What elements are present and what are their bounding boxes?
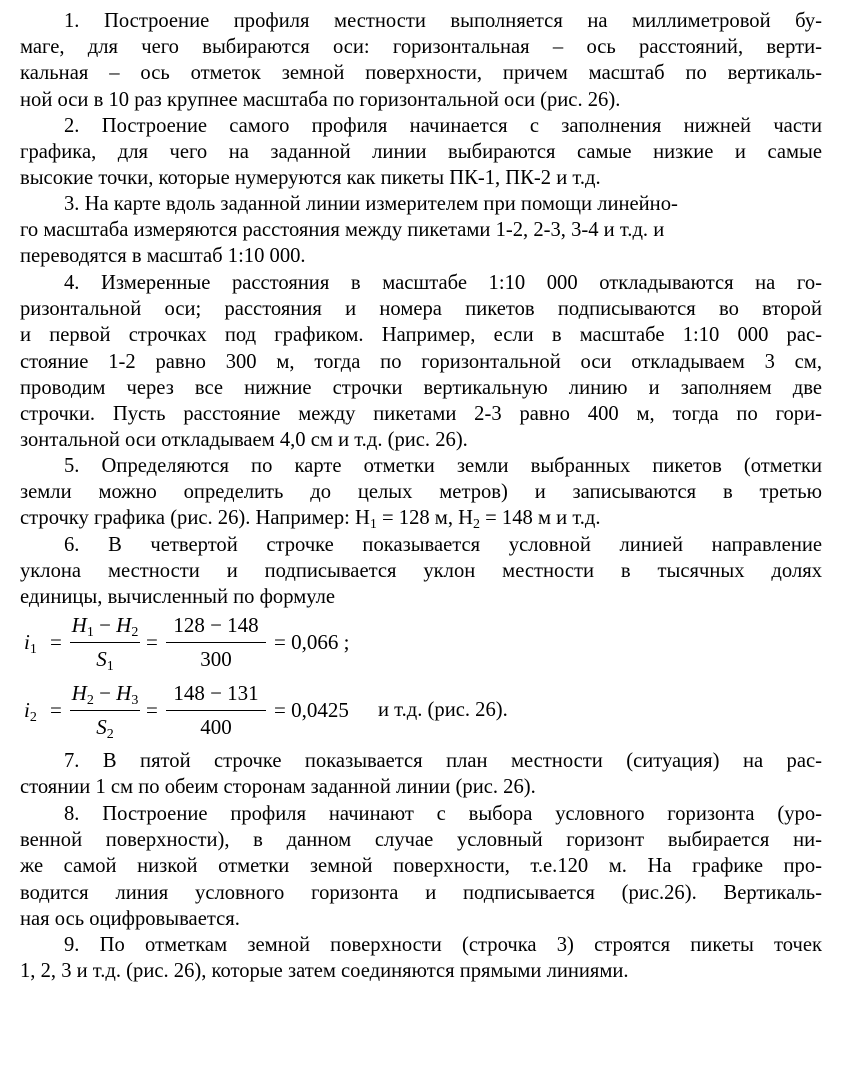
formula-result: = 0,0425 xyxy=(274,698,349,722)
fraction-numeric: 128 − 148 300 xyxy=(166,612,266,676)
text-line: маге, для чего выбираются оси: горизонтальная – ось расстояний, верти- xyxy=(20,36,822,59)
text-line: венной поверхности), в данном случае условный горизонт выбирается ни- xyxy=(20,829,822,852)
formula-lhs: $i_2$ xyxy=(24,698,37,725)
paragraph-7 xyxy=(20,748,822,800)
equals-sign: = xyxy=(146,630,158,654)
paragraph-5 xyxy=(20,453,822,532)
text-line-with-subscripts: строчку графика (рис. 26). Например: $Н_1 = 128$ м, $Н_2 = 148$ м и т.д. xyxy=(20,507,601,533)
fraction-symbolic: $H_1 - H_2$ $S_1$ xyxy=(71,613,139,674)
text-line: же самой низкой отметки земной поверхности, т.е.120 м. На графике про- xyxy=(20,855,822,878)
paragraph-3 xyxy=(20,191,822,270)
formula-slope-1 xyxy=(24,612,724,676)
text-line: кальная – ось отметок земной поверхности, причем масштаб по вертикаль- xyxy=(20,62,822,85)
formula-result: = 0,066 ; xyxy=(274,630,350,654)
text-line: 1, 2, 3 и т.д. (рис. 26), которые затем соединяются прямыми линиями. xyxy=(20,960,629,983)
text-line: ная ось оцифровывается. xyxy=(20,907,240,930)
text-line: строчки. Пусть расстояние между пикетами 2-3 равно 400 м, тогда по гори- xyxy=(20,402,822,425)
text-line: ризонтальной оси; расстояния и номера пикетов подписываются во второй xyxy=(20,298,822,321)
paragraph-6 xyxy=(20,532,822,611)
equals-sign: = xyxy=(50,630,62,654)
text-line: единицы, вычисленный по формуле xyxy=(20,586,336,609)
text-line: 1. Построение профиля местности выполняется на миллиметровой бу- xyxy=(64,10,822,32)
text-line: стоянии 1 см по обеим сторонам заданной линии (рис. 26). xyxy=(20,776,536,799)
formula-lhs: $i_1$ xyxy=(24,630,37,657)
formula-tail-text: и т.д. (рис. 26). xyxy=(378,699,508,721)
text-line: 7. В пятой строчке показывается план местности (ситуация) на рас- xyxy=(64,750,822,772)
text-line: высокие точки, которые нумеруются как пикеты ПК-1, ПК-2 и т.д. xyxy=(20,167,601,190)
text-line: 3. На карте вдоль заданной линии измерителем при помощи линейно- xyxy=(64,193,678,215)
formula-slope-2 xyxy=(24,680,724,744)
text-line: 9. По отметкам земной поверхности (строчка 3) строятся пикеты точек xyxy=(64,934,822,956)
text-line: проводим через все нижние строчки вертикальную линию и заполняем две xyxy=(20,376,822,399)
paragraph-1 xyxy=(20,8,822,113)
text-line: 5. Определяются по карте отметки земли выбранных пикетов (отметки xyxy=(64,455,822,477)
paragraph-4 xyxy=(20,270,822,453)
text-line: и первой строчках под графиком. Например, если в масштабе 1:10 000 рас- xyxy=(20,324,822,347)
paragraph-9 xyxy=(20,932,822,984)
text-line: го масштаба измеряются расстояния между пикетами 1-2, 2-3, 3-4 и т.д. и xyxy=(20,219,665,242)
paragraph-8 xyxy=(20,801,822,932)
paragraph-2 xyxy=(20,113,822,192)
text-line: 4. Измеренные расстояния в масштабе 1:10 000 откладываются на го- xyxy=(64,272,822,294)
text-line: земли можно определить до целых метров) и записываются в третью xyxy=(20,481,822,504)
text-line: уклона местности и подписывается уклон местности в тысячных долях xyxy=(20,560,822,583)
text-line: стояние 1-2 равно 300 м, тогда по горизонтальной оси откладываем 3 см, xyxy=(20,350,822,373)
text-line: графика, для чего на заданной линии выбираются самые низкие и самые xyxy=(20,141,822,164)
equals-sign: = xyxy=(146,698,158,722)
text-line: переводятся в масштаб 1:10 000. xyxy=(20,245,306,268)
fraction-numeric: 148 − 131 400 xyxy=(166,680,266,744)
fraction-symbolic: $H_2 - H_3$ $S_2$ xyxy=(71,681,139,742)
text-line: 6. В четвертой строчке показывается условной линией направление xyxy=(64,534,822,556)
text-line: ной оси в 10 раз крупнее масштаба по горизонтальной оси (рис. 26). xyxy=(20,88,621,111)
equals-sign: = xyxy=(50,698,62,722)
text-line: зонтальной оси откладываем 4,0 см и т.д. (рис. 26). xyxy=(20,429,468,452)
text-line: водится линия условного горизонта и подписывается (рис.26). Вертикаль- xyxy=(20,881,822,904)
text-line: 2. Построение самого профиля начинается с заполнения нижней части xyxy=(64,115,822,137)
text-line: 8. Построение профиля начинают с выбора условного горизонта (уро- xyxy=(64,803,822,825)
